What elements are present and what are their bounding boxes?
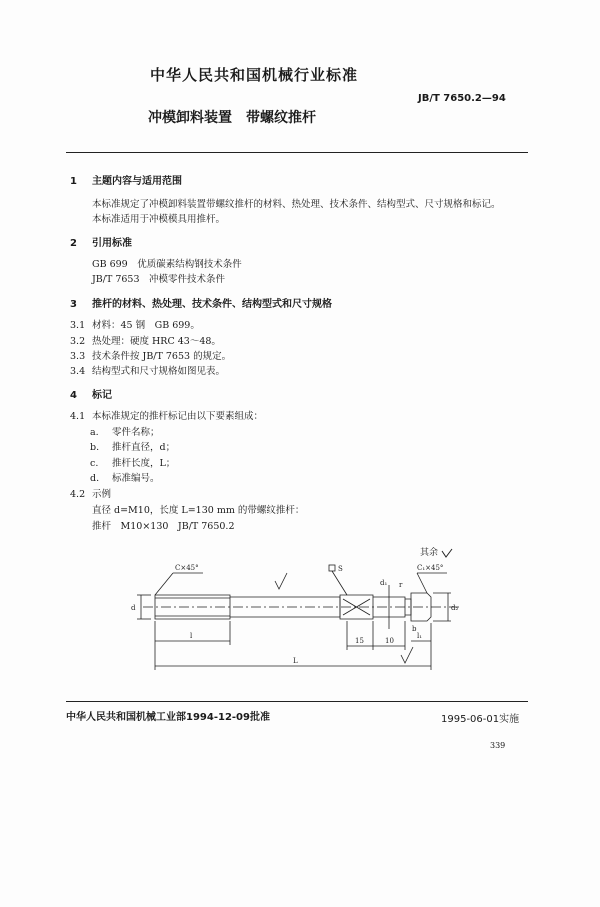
label-15: 15 xyxy=(355,637,364,645)
section-1-para-2: 本标准适用于冲模模具用推杆。 xyxy=(92,214,226,225)
list-item-c: c. 推杆长度，L； xyxy=(90,458,176,469)
label-d2: d₂ xyxy=(451,604,459,612)
chamfer-leader-right xyxy=(417,573,427,593)
document-title: 冲模卸料装置 带螺纹推杆 xyxy=(148,110,316,126)
chamfer-leader-left xyxy=(155,573,173,595)
roughness-note: 其余 xyxy=(420,545,453,558)
label-L: L xyxy=(293,657,298,665)
list-item-b: b. 推杆直径，d； xyxy=(90,442,176,453)
effective-date: 1995-06-01实施 xyxy=(441,714,520,725)
standard-code: JB/T 7650.2—94 xyxy=(418,93,506,104)
clause-3-3: 3.3 技术条件按 JB/T 7653 的规定。 xyxy=(70,351,232,362)
label-r: r xyxy=(399,581,403,589)
label-chamfer-left: C×45° xyxy=(175,564,199,572)
page-number: 339 xyxy=(490,741,506,750)
clause-4-1: 4.1 本标准规定的推杆标记由以下要素组成： xyxy=(70,411,264,422)
label-l1: l₁ xyxy=(417,632,423,640)
label-square-s: S xyxy=(338,565,343,573)
example-line-2: 推杆 M10×130 JB/T 7650.2 xyxy=(92,521,235,532)
label-b: b xyxy=(412,625,417,633)
footer-divider xyxy=(66,701,528,702)
label-l: l xyxy=(190,632,193,640)
label-d: d xyxy=(131,604,136,612)
standard-org-title: 中华人民共和国机械行业标准 xyxy=(150,66,359,84)
list-item-a: a. 零件名称； xyxy=(90,427,160,438)
clause-3-1: 3.1 材料：45 钢 GB 699。 xyxy=(70,320,200,331)
section-1-para-1: 本标准规定了冲模卸料装置带螺纹推杆的材料、热处理、技术条件、结构型式、尺寸规格和标记。 xyxy=(92,199,501,210)
clause-4-2: 4.2 示例 xyxy=(70,489,112,500)
list-item-d: d. 标准编号。 xyxy=(90,473,160,484)
clause-3-4: 3.4 结构型式和尺寸规格如图见表。 xyxy=(70,366,226,377)
issuer-line: 中华人民共和国机械工业部1994-12-09批准 xyxy=(66,712,270,723)
push-rod-drawing xyxy=(115,555,465,685)
section-2-heading: 2 引用标准 xyxy=(70,238,132,249)
square-leader xyxy=(332,571,347,595)
example-line-1: 直径 d=M10，长度 L=130 mm 的带螺纹推杆： xyxy=(92,505,305,516)
label-chamfer-right: C₁×45° xyxy=(417,564,444,572)
reference-gb699: GB 699 优质碳素结构钢技术条件 xyxy=(92,259,242,270)
roughness-mark-shaft xyxy=(275,573,287,589)
label-10: 10 xyxy=(385,637,394,645)
clause-3-2: 3.2 热处理：硬度 HRC 43～48。 xyxy=(70,336,221,347)
square-symbol xyxy=(329,565,335,571)
section-3-heading: 3 推杆的材料、热处理、技术条件、结构型式和尺寸规格 xyxy=(70,299,332,310)
label-d1: d₁ xyxy=(380,579,388,587)
roughness-mark-tip xyxy=(401,647,413,663)
section-1-heading: 1 主题内容与适用范围 xyxy=(70,176,182,187)
section-4-heading: 4 标记 xyxy=(70,390,112,401)
header-divider xyxy=(66,152,528,153)
reference-jbt7653: JB/T 7653 冲模零件技术条件 xyxy=(92,274,226,285)
